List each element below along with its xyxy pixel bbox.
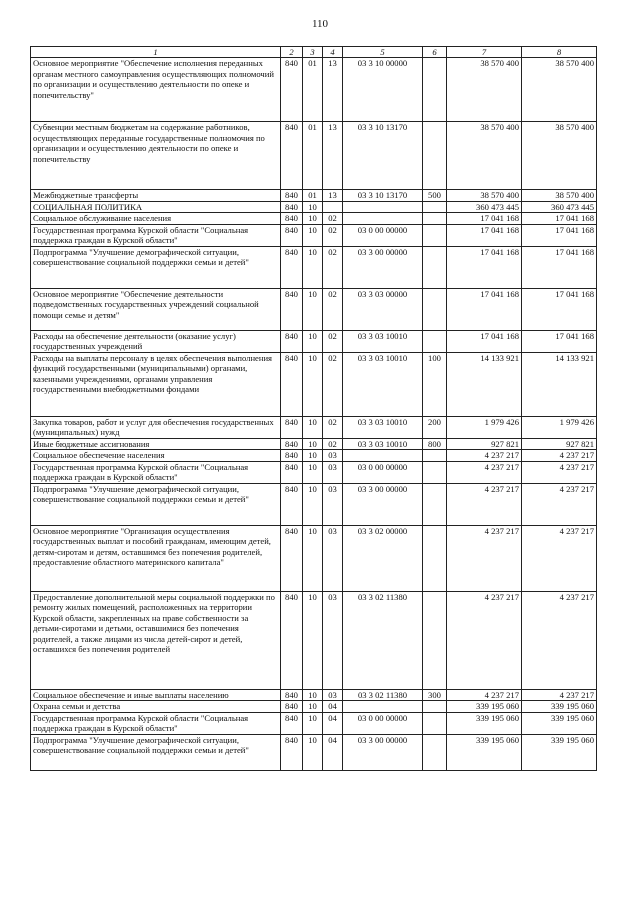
ministry-code-cell: 840 (281, 712, 303, 734)
row-name-cell: СОЦИАЛЬНАЯ ПОЛИТИКА (31, 201, 281, 212)
subsection-code-cell: 03 (323, 591, 343, 689)
amount-year1-cell: 4 237 217 (447, 591, 522, 689)
amount-year2-cell: 17 041 168 (522, 246, 597, 288)
section-code-cell: 10 (303, 689, 323, 700)
section-code-cell: 10 (303, 525, 323, 591)
row-name-cell: Расходы на выплаты персоналу в целях обеспечения выполнения функций государственными (муниципальными) органами, казенными учреждениями, органами управления государственными внебюджетными фондами (31, 352, 281, 416)
expense-type-cell (423, 330, 447, 352)
subsection-code-cell: 02 (323, 416, 343, 438)
amount-year2-cell: 360 473 445 (522, 201, 597, 212)
amount-year1-cell: 4 237 217 (447, 483, 522, 525)
section-code-cell: 01 (303, 58, 323, 122)
table-row (31, 190, 597, 201)
expense-type-cell (423, 201, 447, 212)
amount-year2-cell: 4 237 217 (522, 450, 597, 461)
ministry-code-cell: 840 (281, 246, 303, 288)
row-name-cell: Государственная программа Курской области "Социальная поддержка граждан в Курской области" (31, 461, 281, 483)
target-article-cell: 03 3 03 10010 (343, 352, 423, 416)
amount-year2-cell: 339 195 060 (522, 712, 597, 734)
subsection-code-cell: 04 (323, 712, 343, 734)
amount-year2-cell: 4 237 217 (522, 461, 597, 483)
subsection-code-cell: 02 (323, 288, 343, 330)
target-article-cell: 03 0 00 00000 (343, 224, 423, 246)
target-article-cell: 03 3 02 11380 (343, 689, 423, 700)
amount-year1-cell: 339 195 060 (447, 734, 522, 770)
target-article-cell (343, 450, 423, 461)
row-name-cell: Межбюджетные трансферты (31, 190, 281, 201)
table-row (31, 525, 597, 591)
section-code-cell: 10 (303, 213, 323, 224)
amount-year2-cell: 4 237 217 (522, 483, 597, 525)
subsection-code-cell: 02 (323, 352, 343, 416)
amount-year2-cell: 339 195 060 (522, 734, 597, 770)
amount-year1-cell: 927 821 (447, 438, 522, 449)
section-code-cell: 01 (303, 190, 323, 201)
amount-year2-cell: 38 570 400 (522, 58, 597, 122)
budget-table (30, 46, 597, 771)
column-header: 7 (447, 47, 522, 58)
expense-type-cell: 200 (423, 416, 447, 438)
subsection-code-cell: 03 (323, 483, 343, 525)
section-code-cell: 10 (303, 712, 323, 734)
section-code-cell: 10 (303, 352, 323, 416)
expense-type-cell (423, 712, 447, 734)
subsection-code-cell: 03 (323, 525, 343, 591)
amount-year1-cell: 339 195 060 (447, 712, 522, 734)
target-article-cell: 03 3 03 10010 (343, 330, 423, 352)
amount-year2-cell: 4 237 217 (522, 689, 597, 700)
table-row (31, 701, 597, 712)
table-row (31, 461, 597, 483)
section-code-cell: 10 (303, 450, 323, 461)
column-header: 5 (343, 47, 423, 58)
amount-year2-cell: 17 041 168 (522, 224, 597, 246)
table-row (31, 246, 597, 288)
subsection-code-cell: 04 (323, 701, 343, 712)
table-row (31, 58, 597, 122)
table-row (31, 416, 597, 438)
ministry-code-cell: 840 (281, 438, 303, 449)
amount-year1-cell: 17 041 168 (447, 330, 522, 352)
section-code-cell: 10 (303, 288, 323, 330)
amount-year1-cell: 4 237 217 (447, 689, 522, 700)
amount-year1-cell: 17 041 168 (447, 288, 522, 330)
expense-type-cell (423, 450, 447, 461)
amount-year1-cell: 17 041 168 (447, 224, 522, 246)
ministry-code-cell: 840 (281, 190, 303, 201)
amount-year2-cell: 38 570 400 (522, 122, 597, 190)
row-name-cell: Закупка товаров, работ и услуг для обеспечения государственных (муниципальных) нужд (31, 416, 281, 438)
row-name-cell: Расходы на обеспечение деятельности (оказание услуг) государственных учреждений (31, 330, 281, 352)
target-article-cell: 03 3 10 13170 (343, 190, 423, 201)
subsection-code-cell: 02 (323, 213, 343, 224)
subsection-code-cell: 02 (323, 330, 343, 352)
section-code-cell: 01 (303, 122, 323, 190)
expense-type-cell (423, 224, 447, 246)
row-name-cell: Социальное обеспечение населения (31, 450, 281, 461)
ministry-code-cell: 840 (281, 416, 303, 438)
target-article-cell: 03 3 02 11380 (343, 591, 423, 689)
table-row (31, 689, 597, 700)
subsection-code-cell: 04 (323, 734, 343, 770)
section-code-cell: 10 (303, 461, 323, 483)
subsection-code-cell: 02 (323, 438, 343, 449)
amount-year2-cell: 38 570 400 (522, 190, 597, 201)
target-article-cell (343, 701, 423, 712)
row-name-cell: Предоставление дополнительной меры социальной поддержки по ремонту жилых помещений, расположенных на территории Курской области, закрепленных на праве собственности за детьми-сиротами и детьми, оставшимися без попечения родителей, а также лицами из числа детей-сирот и детей, оставшихся без попечения родителей (31, 591, 281, 689)
target-article-cell (343, 213, 423, 224)
ministry-code-cell: 840 (281, 461, 303, 483)
row-name-cell: Иные бюджетные ассигнования (31, 438, 281, 449)
table-row (31, 352, 597, 416)
section-code-cell: 10 (303, 438, 323, 449)
ministry-code-cell: 840 (281, 201, 303, 212)
section-code-cell: 10 (303, 246, 323, 288)
amount-year2-cell: 339 195 060 (522, 701, 597, 712)
ministry-code-cell: 840 (281, 330, 303, 352)
column-header: 8 (522, 47, 597, 58)
table-row (31, 438, 597, 449)
target-article-cell (343, 201, 423, 212)
expense-type-cell (423, 288, 447, 330)
section-code-cell: 10 (303, 483, 323, 525)
ministry-code-cell: 840 (281, 689, 303, 700)
column-header: 2 (281, 47, 303, 58)
target-article-cell: 03 3 03 00000 (343, 288, 423, 330)
row-name-cell: Подпрограмма "Улучшение демографической ситуации, совершенствование социальной поддержки семьи и детей" (31, 734, 281, 770)
ministry-code-cell: 840 (281, 701, 303, 712)
row-name-cell: Охрана семьи и детства (31, 701, 281, 712)
ministry-code-cell: 840 (281, 483, 303, 525)
ministry-code-cell: 840 (281, 352, 303, 416)
column-header: 1 (31, 47, 281, 58)
amount-year1-cell: 38 570 400 (447, 58, 522, 122)
subsection-code-cell: 03 (323, 689, 343, 700)
amount-year1-cell: 17 041 168 (447, 213, 522, 224)
table-row (31, 734, 597, 770)
subsection-code-cell: 02 (323, 224, 343, 246)
amount-year1-cell: 360 473 445 (447, 201, 522, 212)
ministry-code-cell: 840 (281, 734, 303, 770)
subsection-code-cell: 13 (323, 190, 343, 201)
target-article-cell: 03 3 02 00000 (343, 525, 423, 591)
row-name-cell: Основное мероприятие "Обеспечение исполнения переданных органам местного самоуправления осуществляющих полномочий по организации и осуществлению деятельности по опеке и попечительству" (31, 58, 281, 122)
amount-year2-cell: 17 041 168 (522, 330, 597, 352)
target-article-cell: 03 3 10 00000 (343, 58, 423, 122)
amount-year2-cell: 4 237 217 (522, 591, 597, 689)
subsection-code-cell: 03 (323, 461, 343, 483)
row-name-cell: Подпрограмма "Улучшение демографической ситуации, совершенствование социальной поддержки семьи и детей" (31, 483, 281, 525)
amount-year1-cell: 17 041 168 (447, 246, 522, 288)
table-header-row (31, 47, 597, 58)
expense-type-cell (423, 525, 447, 591)
amount-year2-cell: 14 133 921 (522, 352, 597, 416)
ministry-code-cell: 840 (281, 58, 303, 122)
column-header: 4 (323, 47, 343, 58)
expense-type-cell (423, 246, 447, 288)
table-row (31, 288, 597, 330)
subsection-code-cell: 13 (323, 122, 343, 190)
section-code-cell: 10 (303, 416, 323, 438)
row-name-cell: Государственная программа Курской области "Социальная поддержка граждан в Курской области" (31, 712, 281, 734)
amount-year2-cell: 4 237 217 (522, 525, 597, 591)
amount-year1-cell: 38 570 400 (447, 122, 522, 190)
expense-type-cell (423, 213, 447, 224)
target-article-cell: 03 3 00 00000 (343, 483, 423, 525)
row-name-cell: Основное мероприятие "Организация осуществления государственных выплат и пособий гражданам, имеющим детей, детям-сиротам и детям, оставшимся без попечения родителей, предоставление областного материнского капитала" (31, 525, 281, 591)
amount-year2-cell: 927 821 (522, 438, 597, 449)
row-name-cell: Основное мероприятие "Обеспечение деятельности подведомственных государственных учреждений социальной помощи семье и детям" (31, 288, 281, 330)
target-article-cell: 03 3 10 13170 (343, 122, 423, 190)
expense-type-cell: 800 (423, 438, 447, 449)
expense-type-cell (423, 122, 447, 190)
amount-year1-cell: 4 237 217 (447, 461, 522, 483)
target-article-cell: 03 3 00 00000 (343, 246, 423, 288)
ministry-code-cell: 840 (281, 525, 303, 591)
amount-year1-cell: 339 195 060 (447, 701, 522, 712)
target-article-cell: 03 0 00 00000 (343, 461, 423, 483)
amount-year1-cell: 14 133 921 (447, 352, 522, 416)
target-article-cell: 03 3 03 10010 (343, 438, 423, 449)
target-article-cell: 03 3 00 00000 (343, 734, 423, 770)
table-row (31, 712, 597, 734)
expense-type-cell: 300 (423, 689, 447, 700)
ministry-code-cell: 840 (281, 213, 303, 224)
expense-type-cell (423, 734, 447, 770)
section-code-cell: 10 (303, 591, 323, 689)
target-article-cell: 03 3 03 10010 (343, 416, 423, 438)
table-row (31, 224, 597, 246)
expense-type-cell (423, 461, 447, 483)
row-name-cell: Социальное обслуживание населения (31, 213, 281, 224)
table-row (31, 330, 597, 352)
amount-year1-cell: 38 570 400 (447, 190, 522, 201)
subsection-code-cell (323, 201, 343, 212)
table-row (31, 122, 597, 190)
row-name-cell: Государственная программа Курской области "Социальная поддержка граждан в Курской области" (31, 224, 281, 246)
expense-type-cell: 500 (423, 190, 447, 201)
expense-type-cell (423, 483, 447, 525)
table-row (31, 201, 597, 212)
column-header: 6 (423, 47, 447, 58)
table-row (31, 483, 597, 525)
amount-year2-cell: 1 979 426 (522, 416, 597, 438)
row-name-cell: Социальное обеспечение и иные выплаты населению (31, 689, 281, 700)
ministry-code-cell: 840 (281, 288, 303, 330)
table-row (31, 591, 597, 689)
target-article-cell: 03 0 00 00000 (343, 712, 423, 734)
expense-type-cell (423, 591, 447, 689)
row-name-cell: Подпрограмма "Улучшение демографической ситуации, совершенствование социальной поддержки семьи и детей" (31, 246, 281, 288)
section-code-cell: 10 (303, 201, 323, 212)
expense-type-cell (423, 58, 447, 122)
column-header: 3 (303, 47, 323, 58)
amount-year2-cell: 17 041 168 (522, 288, 597, 330)
section-code-cell: 10 (303, 701, 323, 712)
amount-year1-cell: 4 237 217 (447, 450, 522, 461)
expense-type-cell: 100 (423, 352, 447, 416)
amount-year1-cell: 1 979 426 (447, 416, 522, 438)
page-number: 110 (311, 18, 329, 30)
ministry-code-cell: 840 (281, 450, 303, 461)
subsection-code-cell: 13 (323, 58, 343, 122)
amount-year1-cell: 4 237 217 (447, 525, 522, 591)
section-code-cell: 10 (303, 224, 323, 246)
section-code-cell: 10 (303, 734, 323, 770)
subsection-code-cell: 03 (323, 450, 343, 461)
ministry-code-cell: 840 (281, 122, 303, 190)
expense-type-cell (423, 701, 447, 712)
section-code-cell: 10 (303, 330, 323, 352)
ministry-code-cell: 840 (281, 224, 303, 246)
subsection-code-cell: 02 (323, 246, 343, 288)
table-row (31, 450, 597, 461)
amount-year2-cell: 17 041 168 (522, 213, 597, 224)
row-name-cell: Субвенции местным бюджетам на содержание работников, осуществляющих переданные государственные полномочия по организации и осуществлению деятельности по опеке и попечительству (31, 122, 281, 190)
table-row (31, 213, 597, 224)
ministry-code-cell: 840 (281, 591, 303, 689)
